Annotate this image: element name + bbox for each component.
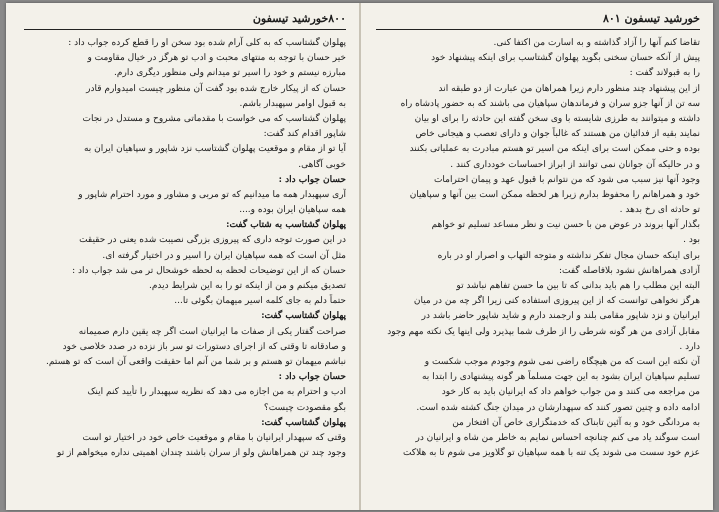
text-line: پهلوان گشتاسب گفت: [261,311,346,322]
text-line: بوده و حتی ممکن است برای اینکه من اسیر تو هستم مبادرت به عملیاتی بکنند [409,144,700,155]
text-line: هرگز نخواهی توانست که از این پیروزی استفاده کنی زیرا اگر چه من در میان [413,296,700,307]
text-line: بگو مقصودت چیست؟ [263,402,346,413]
text-line: من مراجعه می کنند و من جواب خواهم داد که ایرانیان باید به کار خود [441,387,700,398]
text-line: مقابل آزادی من هر گونه شرطی را از طرف شما بپذیرد ولی اینها یک نکته مهم وجود [387,326,700,337]
text-line: حتماً دلم به جای کلمه اسیر میهمان بگوئی تا... [174,296,346,307]
text-line: تقاضا کنم آنها را آزاد گذاشته و به اسارت من اکتفا کنی. [493,38,700,48]
text-line: وجود آنها نیز سبب می شود که من نتوانم با قبول عهد و پیمان احترامات [433,174,700,185]
text-line: نباشم میهمان تو هستم و بر شما من آنم اما حقیقت واقعی آن است که تو هستم. [46,356,346,367]
left-header-rule [24,29,346,30]
text-line: صراحت گفتار یکی از صفات ما ایرانیان است اگر چه یقین دارم صمیمانه [78,326,346,337]
left-page-body [24,36,346,461]
text-line: پهلوان گشتاسب که به کلی آرام شده بود سخن او را قطع کرده جواب داد : [68,38,346,48]
text-line: پیش از آنکه حسان سخنی بگوید پهلوان گشتاسب برای اینکه پیشنهاد خود [431,53,700,64]
right-page [376,11,700,506]
text-line: تو حادثه ای رخ بدهد . [619,205,700,216]
text-line: را به قبولاند گفت : [629,68,700,79]
text-line: آیا تو از مقام و موقعیت پهلوان گشتاسب نزد شاپور و سپاهیان ایران به [83,144,346,155]
text-line: خیر حسان با توجه به منتهای محبت و ادب تو هرگز در خیال مقاومت و [87,53,346,64]
text-line: تسلیم سپاهیان ایران بشود به این جهت مسلماً هر گونه پیشنهادی را ابتدا به [421,372,700,383]
right-header-rule [376,29,700,30]
text-line: به قبول اوامر سپهبدار باشم. [239,98,346,109]
text-line: ایرانیان و نزد شاپور مقامی بلند و ارجمند دارم و شاید شاپور حاضر باشد در [421,311,700,322]
text-line: برای اینکه حسان مجال تفکر نداشته و متوجه التهاب و اصرار او در باره [437,250,700,261]
text-line: و در حالیکه آن جوانان نمی توانند از ابراز احساسات خودداری کنند . [450,159,700,170]
text-line: دارد . [679,341,700,352]
text-line: به مردانگی خود و به آئین تابناک که خدمتگزاری خاص آن افتخار من [452,417,700,428]
text-line: خوبی آگاهی. [298,159,346,170]
text-line: آزادی همراهانش نشود بلافاصله گفت: [559,265,700,276]
text-line: در این صورت توجه داری که پیروزی بزرگی نصیبت شده یعنی در حقیقت [79,235,346,246]
text-line: آن نکته این است که من هیچگاه راضی نمی شوم وجودم موجب شکست و [424,356,700,367]
text-line: حسان جواب داد : [278,372,346,383]
text-line: البته این مطلب را هم باید بدانی که تا بین ما حسن تفاهم نباشد تو [456,281,700,291]
left-page-header: ۸۰۰خورشید تیسفون [252,12,346,25]
text-line: ادب و احترام به من اجازه می دهد که نظریه سپهبدار را تأیید کنم اینک [87,387,346,398]
text-line: از این پیشنهاد چند منظور دارم زیرا همراهان من عبارت از دو طبقه اند [438,83,700,94]
text-line: است سوگند یاد می کنم چنانچه احساس نمایم به خاطر من شاه و ایرانیان در [415,432,700,443]
text-line: تصدیق میکنم و من از اینکه تو را به این شرایط دیدم. [148,281,346,291]
text-line: سه تن از آنها جزو سران و فرماندهان سپاهیان می باشند که به حضور پادشاه راه [400,98,700,109]
book-gutter [359,3,361,510]
text-line: نمایند بقیه از فدائیان من هستند که غالباً جوان و دارای تعصب و هیجانی خاص [415,129,700,140]
text-line: حسان که از این توضیحات لحظه به لحظه خوشحال تر می شد جواب داد : [72,265,346,276]
right-page-header: خورشید تیسفون ۸۰۱ [602,12,700,25]
right-page-body [376,36,700,461]
text-line: پهلوان گشتاسب به شتاب گفت: [226,220,346,231]
text-line: عزم خود سست می شوند یک تنه با همه سپاهیان تو گلاویز می شوم تا به هلاکت [402,448,700,459]
text-line: مبارزه نیستم و خود را اسیر تو میدانم ولی منظور دیگری دارم. [114,68,346,79]
text-line: آری سپهبدار همه ما میدانیم که تو مربی و مشاور و مورد احترام شاپور و [78,189,346,200]
text-line: بود . [683,235,700,246]
text-line: حسان جواب داد : [278,174,346,185]
text-line: بگذار آنها بروند در عوض من با حسن نیت و نظر مساعد تسلیم تو خواهم [431,220,700,231]
left-page [24,11,346,506]
book-spread [6,3,713,510]
text-line: و صادقانه تا وقتی که از اجرای دستورات تو سر باز نزده در صدد خلاصی خود [62,341,346,352]
text-line: مثل آن است که همه سپاهیان ایران را اسیر و در اختیار گرفته ای. [102,250,346,261]
text-line: ادامه داده و چنین تصور کنند که سپهدارشان در میدان جنگ کشته شده است. [416,402,700,413]
text-line: همه سپاهیان ایران بوده و.... [239,205,346,216]
text-line: پهلوان گشتاسب گفت: [261,417,346,428]
text-line: پهلوان گشتاسب که می خواست با مقدماتی مشروح و مستدل در نجات [82,113,346,124]
text-line: شاپور اقدام کند گفت: [263,129,346,140]
text-line: وقتی که سپهدار ایرانیان با مقام و موقعیت خاص خود در اختیار تو است [82,432,346,443]
text-line: حسان که از پیکار خارج شده بود گفت آن منظور چیست امیدوارم قادر [86,83,346,94]
text-line: داشته و میتوانند به طرزی شایسته با وی سخن گفته این حادثه را برای او بیان [414,113,700,124]
text-line: خود و همراهانم را محفوظ بدارم زیرا هر لحظه ممکن است بین آنها و سپاهیان [409,189,700,200]
text-line: وجود چند تن همراهانش ولو از سران باشند چندان اهمیتی نداره میخواهم از تو [57,448,346,459]
